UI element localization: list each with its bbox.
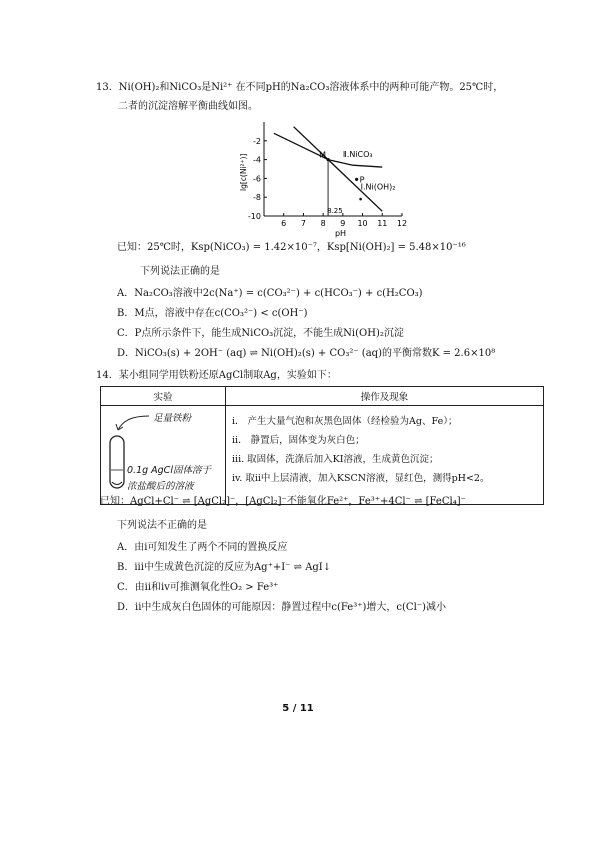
y-tick-label: -6 xyxy=(253,174,261,184)
q13-stem-line1: 13．Ni(OH)₂和NiCO₃是Ni²⁺ 在不同pH的Na₂CO₃溶液体系中的两种可能产物。25℃时， xyxy=(96,82,504,93)
series-label-nioh2: Ⅰ.Ni(OH)₂ xyxy=(360,182,396,192)
operation-cell xyxy=(226,406,544,505)
experiment-table xyxy=(100,386,544,505)
point-extra xyxy=(359,198,362,201)
series-label-nico3: Ⅱ.NiCO₃ xyxy=(342,149,373,159)
point-label-m: M xyxy=(319,150,326,160)
y-tick-label: -8 xyxy=(253,193,261,203)
point-label-p: P xyxy=(359,175,365,185)
q13-option-b: B．M点，溶液中存在c(CO₃²⁻) < c(OH⁻) xyxy=(117,308,308,319)
x-tick-label: 11 xyxy=(377,219,388,228)
y-axis-label: lg[c(Ni²⁺)] xyxy=(239,153,248,191)
solubility-chart xyxy=(236,120,416,242)
q14-prompt: 下列说法不正确的是 xyxy=(117,520,207,531)
series-line-2 xyxy=(294,127,383,167)
x-tick-label: 8 xyxy=(320,219,326,228)
m-x-annotation: 8.25 xyxy=(327,207,343,215)
x-tick-label: 7 xyxy=(300,219,306,228)
step-i: i． 产生大量气泡和灰黑色固体（经检验为Ag、Fe）； xyxy=(232,416,458,427)
table-header-operation: 操作及现象 xyxy=(226,387,544,406)
x-tick-label: 10 xyxy=(357,219,368,228)
q14-stem: 14．某小组同学用铁粉还原AgCl制取Ag，实验如下： xyxy=(96,370,337,381)
q13-option-c: C．P点所示条件下，能生成NiCO₃沉淀，不能生成Ni(OH)₂沉淀 xyxy=(117,328,404,339)
q13-stem-line2: 二者的沉淀溶解平衡曲线如图。 xyxy=(118,101,258,112)
q14-option-a: A．由i可知发生了两个不同的置换反应 xyxy=(117,542,288,553)
x-tick-label: 12 xyxy=(396,219,408,228)
step-iii: iii. 取固体，洗涤后加入KI溶液，生成黄色沉淀； xyxy=(232,454,439,465)
agcl-label-line1: 0.1g AgCl固体溶于 xyxy=(127,465,211,476)
step-ii: ii． 静置后，固体变为灰白色； xyxy=(232,435,365,446)
q14-known: 已知：AgCl+Cl⁻ ⇌ [AgCl₂]⁻，[AgCl₂]⁻不能氧化Fe²⁺，Fe³⁺+4Cl⁻ ⇌ [FeCl₄]⁻ xyxy=(100,496,466,507)
x-tick-label: 6 xyxy=(281,219,287,228)
experiment-diagram-cell xyxy=(101,406,226,505)
step-iv: iv. 取ii中上层清液，加入KSCN溶液，显红色，测得pH<2。 xyxy=(232,473,490,484)
point-m xyxy=(326,158,329,161)
q14-option-c: C．由ii和iv可推测氧化性O₂ > Fe³⁺ xyxy=(117,582,279,593)
table-header-experiment: 实验 xyxy=(101,387,226,406)
iron-powder-label: 足量铁粉 xyxy=(153,413,192,424)
q13-prompt: 下列说法正确的是 xyxy=(140,266,220,277)
x-tick-label: 9 xyxy=(340,219,346,228)
q13-option-d: D．NiCO₃(s) + 2OH⁻ (aq) ⇌ Ni(OH)₂(s) + CO₃²⁻ (aq)的平衡常数K = 2.6×10⁸ xyxy=(117,348,496,359)
q13-known: 已知：25℃时，Ksp(NiCO₃) = 1.42×10⁻⁷，Ksp[Ni(OH)₂] = 5.48×10⁻¹⁶ xyxy=(117,242,466,253)
agcl-label-line2: 浓盐酸后的溶液 xyxy=(127,481,194,492)
y-tick-label: -2 xyxy=(253,136,261,146)
x-axis-label: pH xyxy=(334,229,347,238)
q14-option-b: B．iii中生成黄色沉淀的反应为Ag⁺+I⁻ ⇌ AgI↓ xyxy=(117,562,332,573)
q13-option-a: A．Na₂CO₃溶液中2c(Na⁺) = c(CO₃²⁻) + c(HCO₃⁻) + c(H₂CO₃) xyxy=(117,288,423,299)
q14-option-d: D．ii中生成灰白色固体的可能原因：静置过程中c(Fe³⁺)增大，c(Cl⁻)减小 xyxy=(117,602,446,613)
y-tick-label: -4 xyxy=(253,155,261,165)
y-tick-label: -10 xyxy=(247,212,261,221)
page-number: 5 / 11 xyxy=(282,703,314,714)
point-p xyxy=(355,178,358,181)
